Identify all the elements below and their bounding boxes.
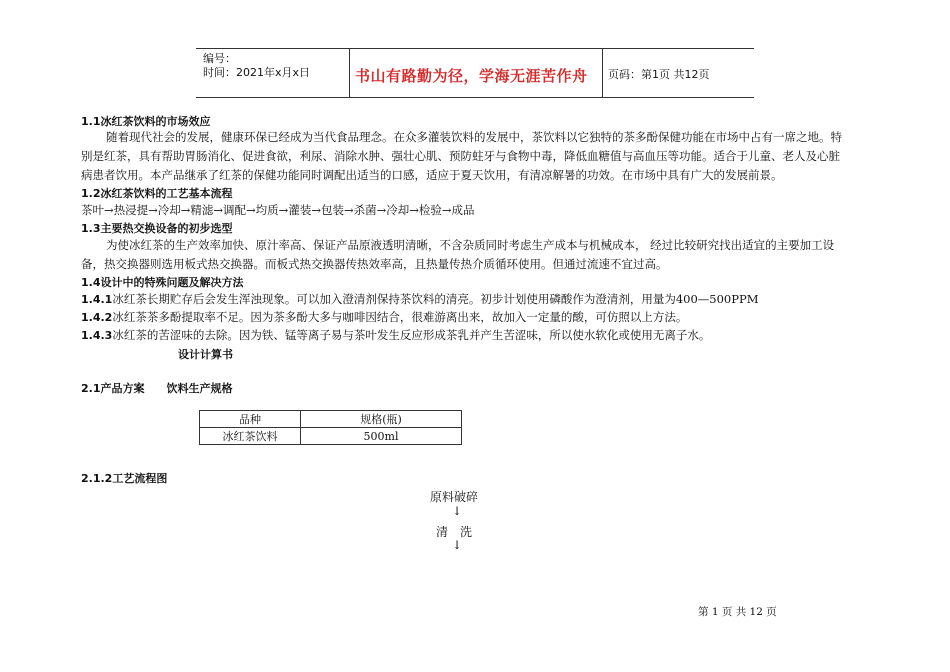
header-page-info: 页码：第1页 共12页	[608, 68, 710, 81]
section-1-3-title: 1.3主要热交换设备的初步选型	[81, 222, 233, 235]
flow-arrow-1: ↓	[452, 504, 463, 518]
table-row	[200, 428, 462, 445]
section-1-4-3-text: 冰红茶的苦涩味的去除。因为铁、锰等离子易与茶叶发生反应形成茶乳并产生苦涩味，所以使水软化或使用无离子水。	[112, 328, 711, 342]
table-row	[200, 411, 462, 428]
header-divider-1	[349, 49, 350, 97]
footer-page-number: 第 1 页 共 12 页	[698, 606, 777, 618]
header-bottom-rule	[196, 97, 754, 98]
table-header-variety: 品种	[200, 411, 301, 428]
section-1-1-line-2: 别是红茶，具有帮助胃肠消化、促进食欲，利尿、消除水肿、强壮心肌、预防蛀牙与食物中毒，降低血糖值与高血压等功能。适合于儿童、老人及心脏	[81, 149, 840, 163]
section-1-4-1-number: 1.4.1	[81, 293, 113, 306]
spec-table	[199, 410, 462, 445]
section-2-1-2-title: 2.1.2工艺流程图	[81, 472, 168, 485]
section-1-4-1-text: 冰红茶长期贮存后会发生浑浊现象。可以加入澄清剂保持茶饮料的清亮。初步计划使用磷酸作为澄清剂，用量为400—500PPM	[112, 292, 759, 306]
header-motto: 书山有路勤为径，学海无涯苦作舟	[355, 67, 588, 85]
header-time-label: 时间：2021年x月x日	[203, 66, 311, 79]
section-2-1-title: 2.1产品方案 饮料生产规格	[81, 382, 233, 395]
section-1-4-2	[81, 309, 687, 325]
header-top-rule	[196, 48, 754, 49]
section-1-3-line-1: 为使冰红茶的生产效率加快、原汁率高、保证产品原液透明清晰，不含杂质同时考虑生产成本与机械成本， 经过比较研究找出适宜的主要加工设	[106, 238, 835, 252]
section-1-4-2-number: 1.4.2	[81, 311, 113, 324]
flow-arrow-2: ↓	[452, 538, 463, 552]
section-1-2-process-flow: 茶叶→热浸提→冷却→精滤→调配→均质→灌装→包装→杀菌→冷却→检验→成品	[81, 203, 475, 217]
calc-book-title: 设计计算书	[178, 348, 233, 361]
section-1-4-2-text: 冰红茶茶多酚提取率不足。因为茶多酚大多与咖啡因结合，很难游离出来，故加入一定量的酸，可仿照以上方法。	[112, 310, 688, 324]
table-header-spec: 规格(瓶)	[301, 411, 462, 428]
header-number-label: 编号：	[203, 52, 236, 65]
table-cell-spec: 500ml	[301, 428, 462, 445]
flow-step-washing: 清 洗	[436, 525, 473, 539]
section-1-3-line-2: 备，热交换器则选用板式热交换器。而板式热交换器传热效率高，且热量传热介质循环使用。但通过流速不宜过高。	[81, 257, 668, 271]
table-cell-variety: 冰红茶饮料	[200, 428, 301, 445]
section-1-4-1	[81, 291, 758, 307]
section-1-1-title: 1.1冰红茶饮料的市场效应	[81, 115, 211, 128]
section-1-4-3-number: 1.4.3	[81, 329, 113, 342]
header-divider-2	[602, 49, 603, 97]
section-1-4-3	[81, 327, 710, 343]
section-1-1-line-3: 病患者饮用。本产品继承了红茶的保健功能同时调配出适当的口感，适应于夏天饮用，有清凉解暑的功效。在市场中具有广大的发展前景。	[81, 168, 783, 182]
flow-step-crushing: 原料破碎	[430, 490, 479, 504]
section-1-2-title: 1.2冰红茶饮料的工艺基本流程	[81, 187, 233, 200]
section-1-4-title: 1.4设计中的特殊问题及解决方法	[81, 276, 244, 289]
section-1-1-line-1: 随着现代社会的发展，健康环保已经成为当代食品理念。在众多灌装饮料的发展中，茶饮料以它独特的茶多酚保健功能在市场中占有一席之地。特	[106, 130, 842, 144]
